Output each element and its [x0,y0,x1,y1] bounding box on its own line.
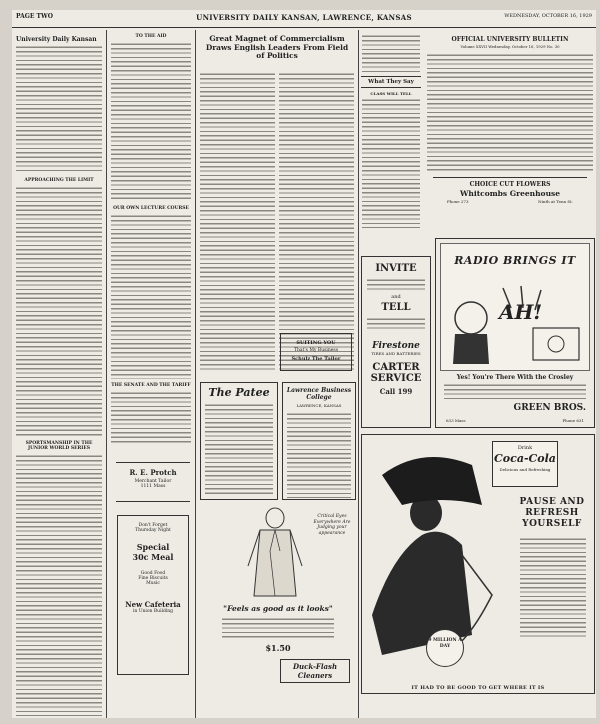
coke-pause-1: PAUSE AND [519,497,585,507]
flowers-title: CHOICE CUT FLOWERS [469,181,551,188]
cleaners-price: $1.50 [265,643,291,653]
staff-box [16,45,102,173]
radio-illustration [440,243,590,371]
cafeteria-big2: 30c Meal [132,552,174,562]
radio-ah: AH! [499,300,543,324]
col4-top-text [362,34,420,72]
business-city: LAWRENCE, KANSAS [296,403,342,408]
invite-tell: TELL [381,302,411,313]
cafeteria-big1: Special [136,542,170,552]
lead-body-col1 [200,72,275,372]
coke-sub: Delicious and Refreshing [499,467,551,472]
business-text [287,412,351,498]
editorial-body-2 [16,454,102,716]
lead-headline: Great Magnet of Commercialism Draws English Leaders From Field of Politics [205,34,349,61]
patee-text [205,403,273,495]
coke-pause-3: YOURSELF [522,519,582,529]
ad-coca-cola [361,434,595,694]
bulletin-sub: Volume XXVII Wednesday, October 16, 1929 No. 30 [460,44,560,49]
newspaper-page [12,10,596,718]
protch-line1: Merchant Tailor [134,479,172,484]
flowers-name: Whitcombs Greenhouse [459,189,561,198]
coke-text [520,537,586,637]
flowers-address: Ninth at Tenn St. [538,199,573,204]
editorial-body-1 [16,186,102,436]
coke-footer: IT HAD TO BE GOOD TO GET WHERE IT IS [411,685,545,691]
flowers-phone: Phone 273 [447,199,469,204]
invite-and: and [391,294,401,300]
coke-million-badge: 9 MILLION A DAY [426,629,464,667]
ad-cafeteria [117,515,189,675]
man-illustration [240,506,310,598]
lead-story [198,32,356,372]
page-label: PAGE TWO [16,13,53,20]
cafeteria-top2: Thursday Night [135,528,171,533]
nameplate: University Daily Kansan [16,36,97,43]
university-bulletin [425,32,595,232]
col2-head-3: THE SENATE AND THE TARIFF [111,383,191,388]
ad-cleaners [200,504,356,688]
col2-body-1 [111,42,191,202]
protch-line2: 1111 Mass [140,484,166,489]
firestone-tag: TIRES AND BATTERIES [371,351,421,356]
cafeteria-sub: in Union Building [132,609,174,614]
col2-body-2 [111,214,191,379]
cleaners-slogan: "Feels as good as it looks" [223,604,333,613]
invite-text-2 [367,317,425,331]
editorial-column [14,32,104,716]
suiting-line2: That's My Business [293,348,339,353]
ad-invite [361,256,431,428]
cleaners-caption: Critical Eyes Everywhere Are Judging your appearance [313,514,351,536]
cafeteria-top1: Don't Forget [138,523,168,528]
lead-body-col2 [279,72,354,372]
radio-text [444,383,586,401]
col4-body [362,98,420,228]
cafeteria-line1: Good Food [140,571,166,576]
ad-suiting [280,333,352,371]
paper-title: UNIVERSITY DAILY KANSAN, LAWRENCE, KANSAS [196,13,412,22]
what-they-say-head: What They Say [361,76,421,88]
coke-pause-2: REFRESH [525,508,579,518]
invite-title: INVITE [375,263,417,274]
business-name: Lawrence Business College [286,387,352,401]
radio-headline: RADIO BRINGS IT [454,254,576,267]
bulletin-title: OFFICIAL UNIVERSITY BULLETIN [451,36,569,43]
suiting-line1: SUITING YOU [296,340,336,346]
patee-name: The Patee [208,386,270,399]
flowers-contact [433,198,587,205]
column-rule [358,30,359,718]
carter-service: SERVICE [370,373,422,384]
ad-business-college [282,382,356,500]
ad-flowers [433,177,587,205]
column-rule [195,30,196,718]
cleaners-logo: Duck-Flash Cleaners [280,659,350,683]
col2-head-1: TO THE AID [135,34,167,39]
carter-phone: Call 199 [379,387,413,396]
masthead [12,10,596,28]
radio-phone: Phone 631 [562,418,584,423]
cafeteria-name: New Cafeteria [125,600,181,609]
suiting-line3: Schulz The Tailor [291,356,341,362]
col2-head-2: OUR OWN LECTURE COURSE [113,206,189,211]
ad-patee [200,382,278,500]
radio-tagline: Yes! You're There With the Crosley [456,374,574,381]
bulletin-body [427,53,593,173]
issue-date: WEDNESDAY, OCTOBER 16, 1929 [504,13,592,19]
coke-pause-block [512,497,592,530]
cafeteria-line3: Music [146,581,160,586]
firestone-logo: Firestone [372,341,420,351]
radio-store: GREEN BROS. [513,403,586,413]
ad-crosley-radio [435,238,595,428]
column-rule [106,30,107,718]
coke-sign [492,441,558,487]
coke-brand: Coca-Cola [494,452,556,465]
class-will-tell: CLASS WILL TELL [370,91,412,96]
radio-address: 633 Mass [446,418,466,423]
cafeteria-line2: Fine Biscuits [138,576,168,581]
cleaners-text [222,617,334,639]
carter-name: CARTER [372,362,420,373]
coke-drink: Drink [517,445,533,451]
col2-body-3 [111,391,191,443]
invite-text-1 [367,278,425,292]
editorial-head-2: SPORTSMANSHIP IN THE JUNIOR WORLD SERIES [25,441,93,451]
what-they-say-column [361,32,421,232]
editorial-head-1: APPROACHING THE LIMIT [24,178,94,183]
protch-name: R. E. Protch [129,468,177,477]
ad-protch [116,462,190,502]
